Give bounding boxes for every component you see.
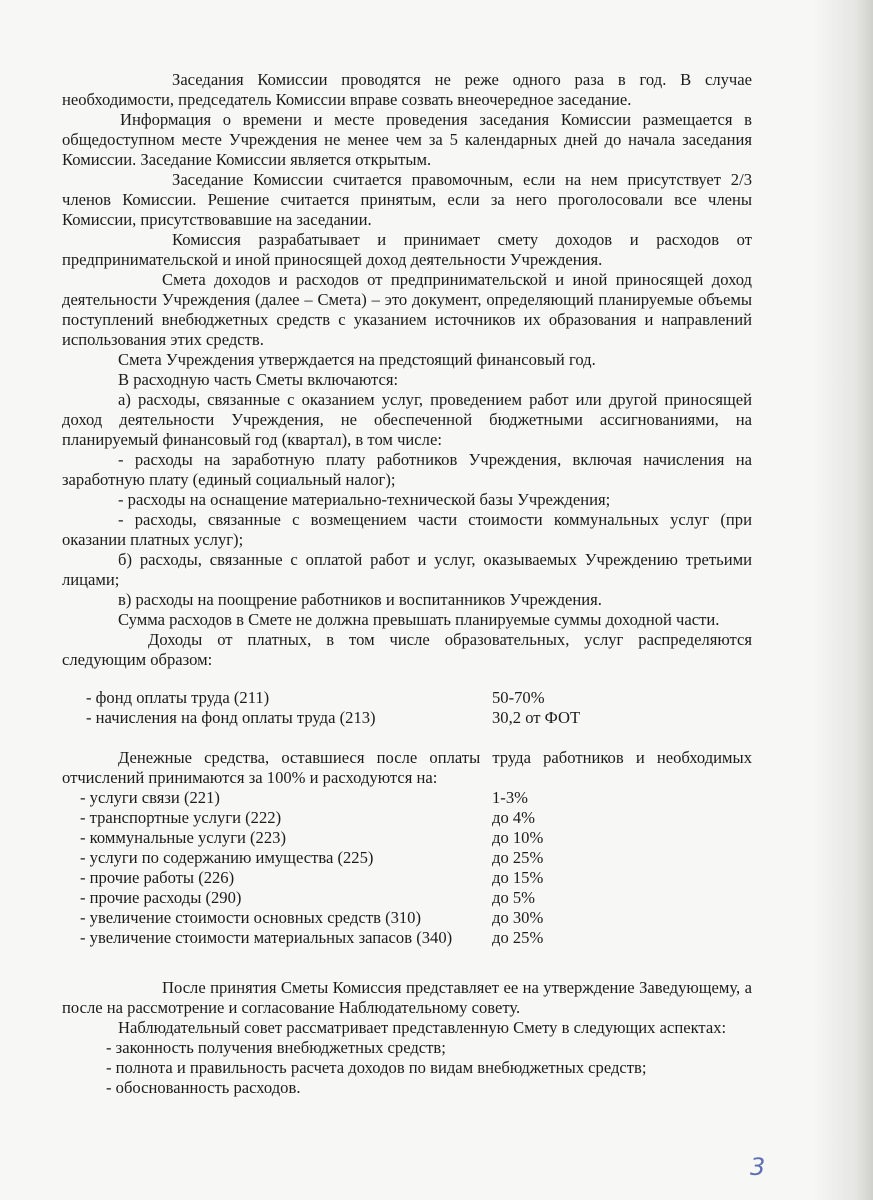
list-item (62, 828, 752, 848)
list-item (62, 708, 752, 728)
paragraph-aspect-justification: - обоснованность расходов. (106, 1078, 301, 1097)
paragraph-meeting-info: Информация о времени и месте проведения заседания Комиссии размещается в общедоступном месте Учреждения не менее чем за 5 календарных дней до начала заседания Комиссии. Заседание Комиссии является открытым. (62, 110, 752, 169)
allocation-value: до 4% (492, 808, 536, 827)
paragraph-income-distribution: Доходы от платных, в том числе образовательных, услуг распределяются следующим образом: (62, 630, 752, 669)
paragraph-estimate-development: Комиссия разрабатывает и принимает смету доходов и расходов от предпринимательской и иной приносящей доход деятельности Учреждения. (62, 230, 752, 269)
handwritten-page-number: 3 (750, 1153, 766, 1181)
page-edge-shadow (813, 0, 873, 1200)
allocation-label: - начисления на фонд оплаты труда (213) (86, 708, 376, 727)
allocation-label: - коммунальные услуги (223) (80, 828, 286, 847)
allocation-label: - услуги по содержанию имущества (225) (80, 848, 374, 867)
document-body (62, 70, 752, 1098)
list-item (62, 928, 752, 948)
paragraph-aspect-completeness: - полнота и правильность расчета доходов по видам внебюджетных средств; (106, 1058, 647, 1077)
paragraph-expenses-limit: Сумма расходов в Смете не должна превышать планируемые суммы доходной части. (118, 610, 720, 629)
allocation-label: - увеличение стоимости материальных запасов (340) (80, 928, 453, 947)
fund-allocation-list (62, 688, 752, 728)
allocation-label: - фонд оплаты труда (211) (86, 688, 270, 707)
allocation-value: до 25% (492, 848, 544, 867)
paragraph-estimate-definition: Смета доходов и расходов от предпринимательской и иной приносящей доход деятельности Учреждения (далее – Смета) – это документ, определяющий планируемые объемы поступлений внебюджетных средств с указанием источников их образования и направлений использования этих средств. (62, 270, 752, 349)
list-item (62, 888, 752, 908)
paragraph-meetings: Заседания Комиссии проводятся не реже одного раза в год. В случае необходимости, председатель Комиссии вправе созвать внеочередное заседание. (62, 70, 752, 109)
paragraph-expenses-b: б) расходы, связанные с оплатой работ и услуг, оказываемых Учреждению третьими лицами; (62, 550, 752, 589)
allocation-value: 30,2 от ФОТ (492, 708, 581, 727)
allocation-value: до 25% (492, 928, 544, 947)
paragraph-quorum: Заседание Комиссии считается правомочным, если на нем присутствует 2/3 членов Комиссии. Решение считается принятым, если за него проголосовали все члены Комиссии, присутствовавшие на заседании. (62, 170, 752, 229)
paragraph-aspect-legality: - законность получения внебюджетных средств; (106, 1038, 446, 1057)
remaining-allocation-list (62, 788, 752, 948)
list-item (62, 688, 752, 708)
paragraph-expenses-salary: - расходы на заработную плату работников Учреждения, включая начисления на заработную плату (единый социальный налог); (62, 450, 752, 489)
allocation-label: - увеличение стоимости основных средств (310) (80, 908, 422, 927)
paragraph-estimate-approval: Смета Учреждения утверждается на предстоящий финансовый год. (118, 350, 596, 369)
allocation-value: 1-3% (492, 788, 528, 807)
list-item (62, 808, 752, 828)
allocation-value: до 30% (492, 908, 544, 927)
paragraph-expenses-equipment: - расходы на оснащение материально-технической базы Учреждения; (118, 490, 611, 509)
allocation-value: до 15% (492, 868, 544, 887)
paragraph-expenses-c: в) расходы на поощрение работников и воспитанников Учреждения. (118, 590, 602, 609)
list-item (62, 908, 752, 928)
list-item (62, 868, 752, 888)
list-item (62, 848, 752, 868)
allocation-label: - прочие расходы (290) (80, 888, 242, 907)
paragraph-supervisory-board: Наблюдательный совет рассматривает представленную Смету в следующих аспектах: (118, 1018, 727, 1037)
allocation-value: до 10% (492, 828, 544, 847)
paragraph-expenses-intro: В расходную часть Сметы включаются: (118, 370, 399, 389)
paragraph-remaining-funds: Денежные средства, оставшиеся после оплаты труда работников и необходимых отчислений принимаются за 100% и расходуются на: (62, 748, 752, 787)
paragraph-expenses-a: а) расходы, связанные с оказанием услуг, проведением работ или другой приносящей доход деятельности Учреждения, не обеспеченной бюджетными ассигнованиями, на планируемый финансовый год (квартал), в том числе: (62, 390, 752, 449)
allocation-value: до 5% (492, 888, 536, 907)
list-item (62, 788, 752, 808)
allocation-value: 50-70% (492, 688, 545, 707)
allocation-label: - прочие работы (226) (80, 868, 235, 887)
allocation-label: - услуги связи (221) (80, 788, 220, 807)
allocation-label: - транспортные услуги (222) (80, 808, 282, 827)
paragraph-after-approval: После принятия Сметы Комиссия представляет ее на утверждение Заведующему, а после на рассмотрение и согласование Наблюдательному совету. (62, 978, 752, 1017)
paragraph-expenses-utilities: - расходы, связанные с возмещением части стоимости коммунальных услуг (при оказании платных услуг); (62, 510, 752, 549)
